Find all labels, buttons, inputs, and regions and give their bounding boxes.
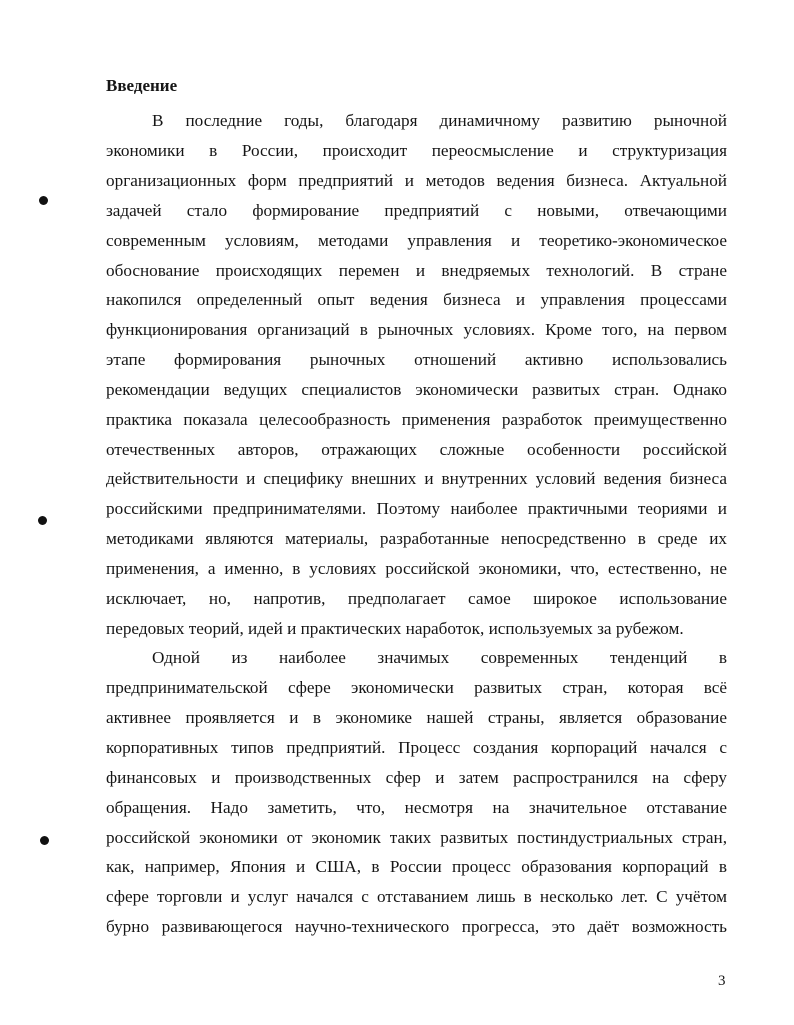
text-line: исключает, но, напротив, предполагает самое широкое использование: [106, 589, 727, 608]
binding-hole-icon: [38, 516, 47, 525]
text-line: активнее проявляется и в экономике нашей страны, является образование: [106, 708, 727, 727]
text-line: экономики в России, происходит переосмысление и структуризация: [106, 141, 727, 160]
section-heading: Введение: [106, 76, 178, 95]
text-line: корпоративных типов предприятий. Процесс создания корпораций начался с: [106, 738, 727, 757]
text-line: российской экономики от экономик таких развитых постиндустриальных стран,: [106, 828, 727, 847]
text-line: задачей стало формирование предприятий с новыми, отвечающими: [106, 201, 727, 220]
text-line: накопился определенный опыт ведения бизнеса и управления процессами: [106, 290, 727, 309]
text-line: предпринимательской сфере экономически развитых стран, которая всё: [106, 678, 727, 697]
text-line: российскими предпринимателями. Поэтому наиболее практичными теориями и: [106, 499, 727, 518]
text-line: отечественных авторов, отражающих сложные особенности российской: [106, 440, 727, 459]
text-line: современным условиям, методами управления и теоретико-экономическое: [106, 231, 727, 250]
text-line: организационных форм предприятий и методов ведения бизнеса. Актуальной: [106, 171, 727, 190]
text-line: применения, а именно, в условиях российской экономики, что, естественно, не: [106, 559, 727, 578]
text-line: обращения. Надо заметить, что, несмотря на значительное отставание: [106, 798, 727, 817]
text-line: обоснование происходящих перемен и внедряемых технологий. В стране: [106, 261, 727, 280]
text-line: сфере торговли и услуг начался с отставанием лишь в несколько лет. С учётом: [106, 887, 727, 906]
text-line: этапе формирования рыночных отношений активно использовались: [106, 350, 727, 369]
text-line: методиками являются материалы, разработанные непосредственно в среде их: [106, 529, 727, 548]
text-line: практика показала целесообразность применения разработок преимущественно: [106, 410, 727, 429]
text-line: действительности и специфику внешних и внутренних условий ведения бизнеса: [106, 469, 727, 488]
binding-hole-icon: [39, 196, 48, 205]
text-line: финансовых и производственных сфер и затем распространился на сферу: [106, 768, 727, 787]
text-line: В последние годы, благодаря динамичному развитию рыночной: [152, 111, 727, 130]
binding-hole-icon: [40, 836, 49, 845]
page-number: 3: [718, 973, 726, 989]
text-line: передовых теорий, идей и практических наработок, используемых за рубежом.: [106, 619, 684, 638]
text-line: Одной из наиболее значимых современных тенденций в: [152, 648, 727, 667]
text-line: функционирования организаций в рыночных условиях. Кроме того, на первом: [106, 320, 727, 339]
text-line: бурно развивающегося научно-технического прогресса, это даёт возможность: [106, 917, 727, 936]
text-line: как, например, Япония и США, в России процесс образования корпораций в: [106, 857, 727, 876]
text-line: рекомендации ведущих специалистов экономически развитых стран. Однако: [106, 380, 727, 399]
